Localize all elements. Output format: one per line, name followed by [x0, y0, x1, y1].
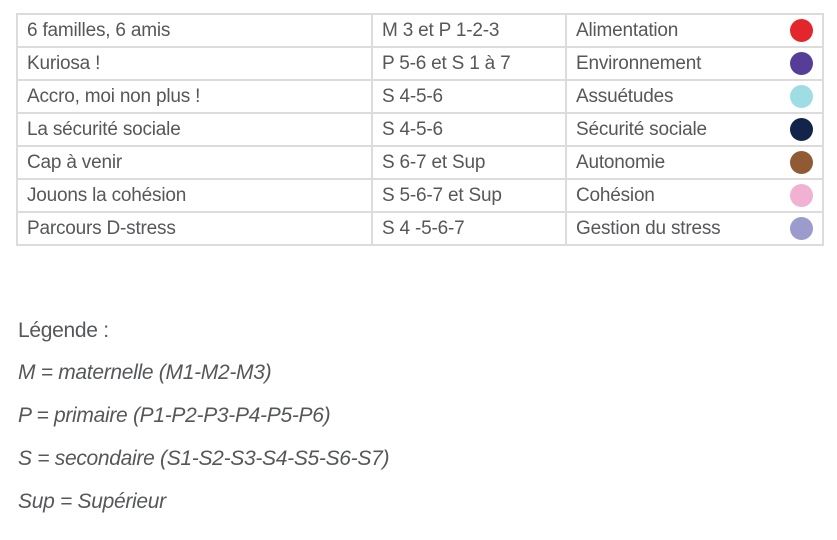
program-name: Kuriosa !: [17, 47, 372, 80]
program-levels: S 5-6-7 et Sup: [372, 179, 566, 212]
program-theme: Alimentation: [576, 20, 679, 41]
table-row: [17, 146, 823, 179]
program-theme-cell: [566, 179, 823, 212]
program-name: Accro, moi non plus !: [17, 80, 372, 113]
theme-color-dot: [790, 85, 813, 108]
table-row: [17, 113, 823, 146]
program-name: Jouons la cohésion: [17, 179, 372, 212]
program-theme: Cohésion: [576, 185, 655, 206]
theme-color-dot: [790, 52, 813, 75]
program-levels: S 4 -5-6-7: [372, 212, 566, 245]
program-theme-cell: [566, 47, 823, 80]
program-theme-cell: [566, 80, 823, 113]
program-levels: P 5-6 et S 1 à 7: [372, 47, 566, 80]
program-theme: Sécurité sociale: [576, 119, 707, 140]
program-levels: S 4-5-6: [372, 113, 566, 146]
table-row: [17, 14, 823, 47]
legend-title: Légende :: [18, 319, 109, 342]
program-name: La sécurité sociale: [17, 113, 372, 146]
legend-item: S = secondaire (S1-S2-S3-S4-S5-S6-S7): [18, 447, 390, 470]
table-row: [17, 179, 823, 212]
theme-color-dot: [790, 217, 813, 240]
program-theme-cell: [566, 146, 823, 179]
program-theme-cell: [566, 14, 823, 47]
program-name: 6 familles, 6 amis: [17, 14, 372, 47]
program-levels: S 6-7 et Sup: [372, 146, 566, 179]
program-theme-cell: [566, 212, 823, 245]
theme-color-dot: [790, 118, 813, 141]
programs-table: [16, 13, 824, 246]
table-row: [17, 47, 823, 80]
program-levels: S 4-5-6: [372, 80, 566, 113]
theme-color-dot: [790, 151, 813, 174]
theme-color-dot: [790, 184, 813, 207]
program-name: Parcours D-stress: [17, 212, 372, 245]
program-theme: Environnement: [576, 53, 702, 74]
legend-item: P = primaire (P1-P2-P3-P4-P5-P6): [18, 404, 331, 427]
table-row: [17, 80, 823, 113]
program-theme: Assuétudes: [576, 86, 674, 107]
program-levels: M 3 et P 1-2-3: [372, 14, 566, 47]
program-theme-cell: [566, 113, 823, 146]
legend-item: Sup = Supérieur: [18, 490, 166, 513]
theme-color-dot: [790, 19, 813, 42]
program-name: Cap à venir: [17, 146, 372, 179]
legend-item: M = maternelle (M1-M2-M3): [18, 361, 272, 384]
program-theme: Autonomie: [576, 152, 666, 173]
table-row: [17, 212, 823, 245]
program-theme: Gestion du stress: [576, 218, 721, 239]
legend: [18, 318, 389, 532]
